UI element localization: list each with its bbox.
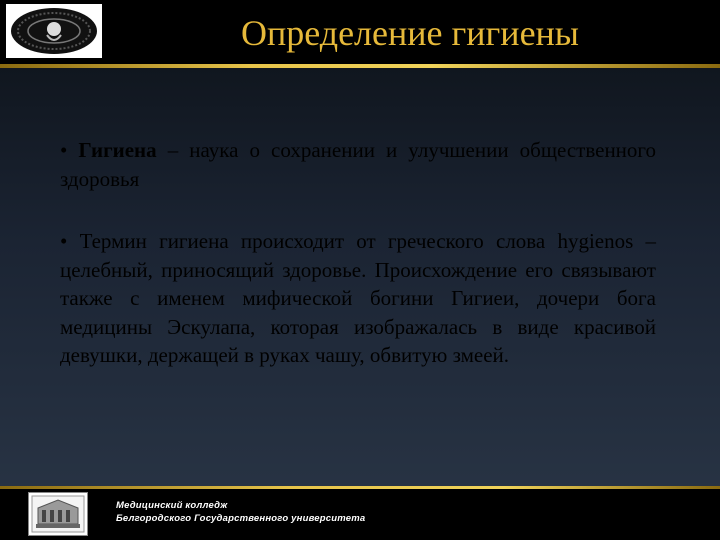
university-building-logo-icon	[28, 492, 88, 536]
etymology-text: Термин гигиена происходит от греческого слова hygienos – целебный, приносящий здоровье. Происхождение его связывают также с именем мифической богини Гигиеи, дочери бога медицины Эскулапа, которая изображалась в виде красивой девушки, держащей в руках чашу, обвитую змеей.	[60, 229, 657, 367]
emblem-logo-icon	[4, 2, 104, 60]
header-divider	[0, 64, 720, 68]
paragraph-etymology	[60, 227, 656, 370]
term-hygiene: Гигиена	[78, 138, 157, 162]
footer-line-2: Белгородского Государственного университета	[116, 513, 366, 524]
footer-caption	[116, 499, 365, 525]
bullet: •	[60, 138, 68, 162]
bullet: •	[60, 229, 68, 253]
slide-body	[60, 136, 656, 404]
paragraph-definition	[60, 136, 656, 193]
footer-line-1: Медицинский колледж	[116, 500, 228, 511]
definition-text: – наука о сохранении и улучшении общественного здоровья	[60, 138, 657, 191]
slide-title: Определение гигиены	[240, 13, 579, 53]
